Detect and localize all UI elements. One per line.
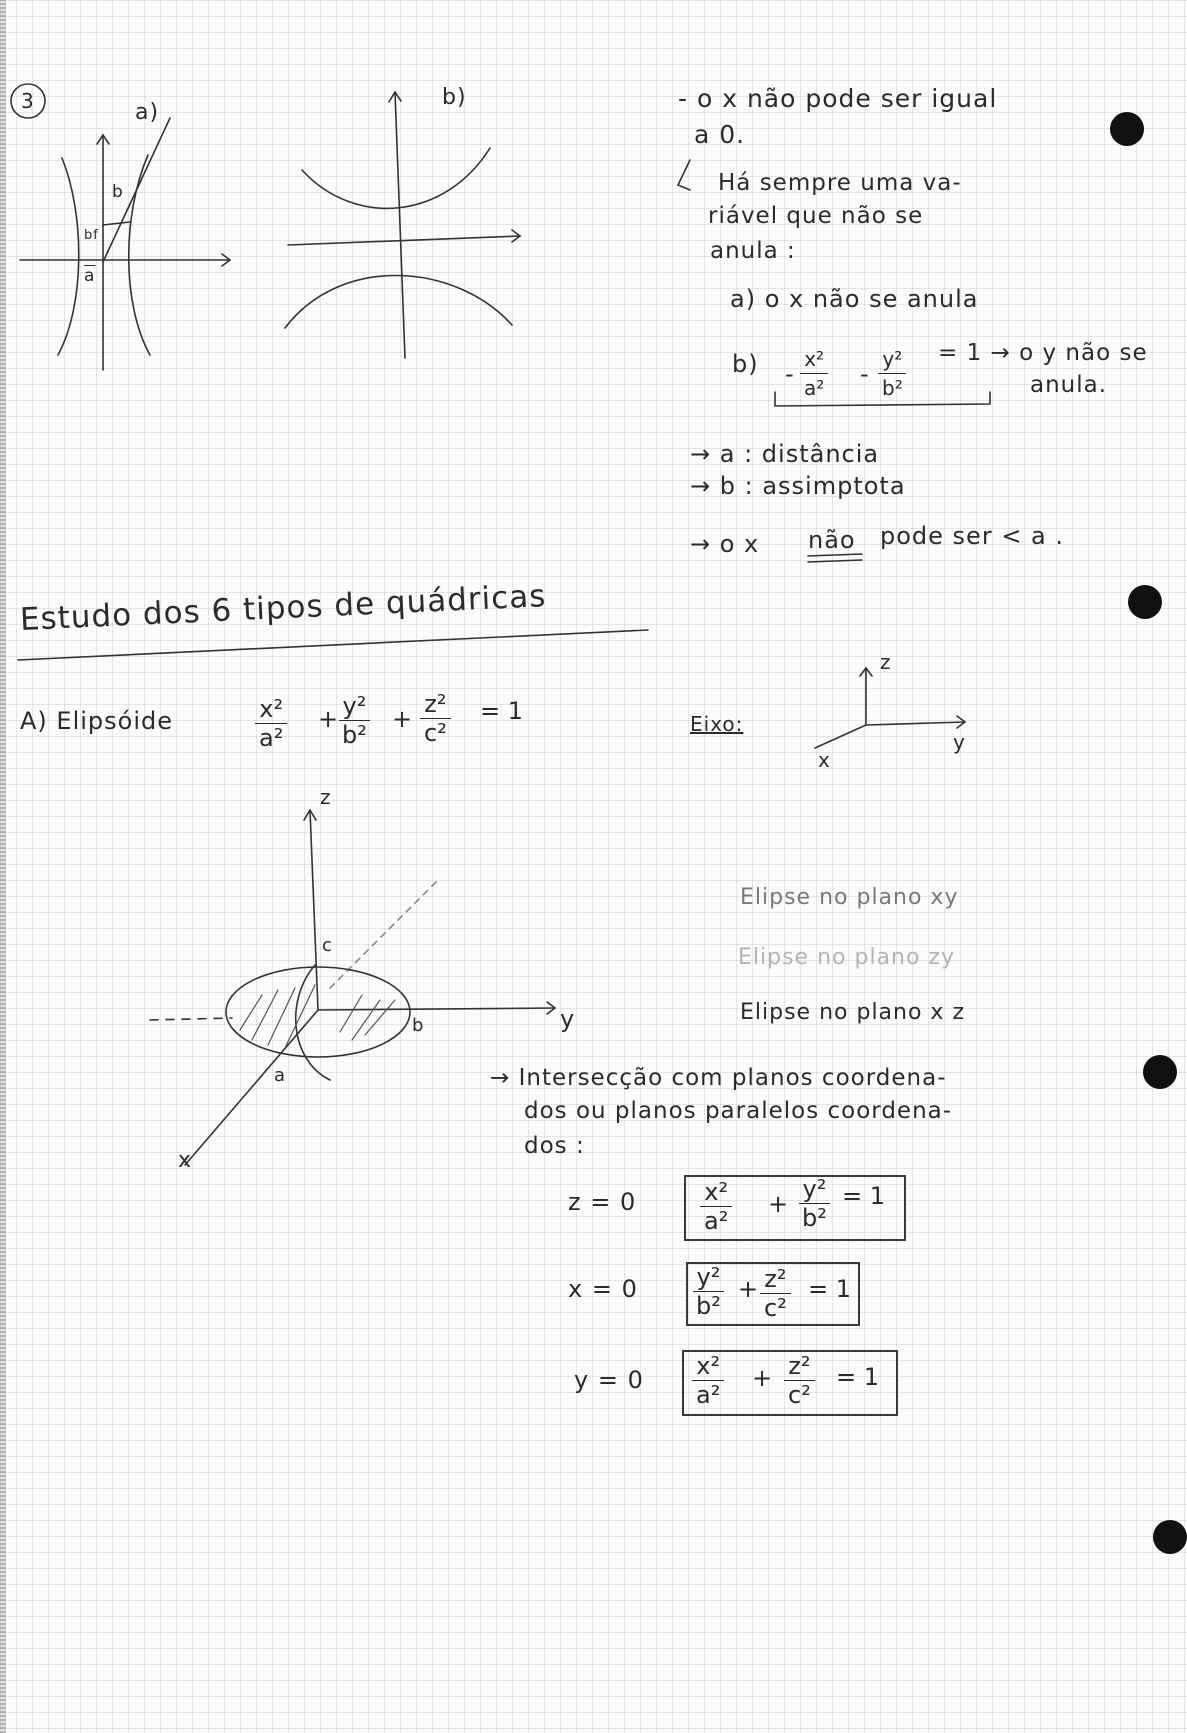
eq-plus-2: + bbox=[392, 705, 413, 733]
arrow-x-note: → o x bbox=[690, 530, 760, 558]
fig-b-label: b bbox=[412, 1015, 425, 1036]
axes-label: Eixo: bbox=[690, 712, 744, 736]
case-x0-plus: + bbox=[738, 1275, 759, 1303]
intersection-line-3: dos : bbox=[524, 1133, 585, 1159]
case-b-x-fraction: $\frac{\text{x²}}{\text{a²}}$ bbox=[800, 345, 828, 402]
case-a: a) o x não se anula bbox=[730, 285, 979, 313]
fig-x-label: x bbox=[178, 1148, 193, 1173]
graph-a-a-label: $\overline{a}$ bbox=[84, 266, 96, 286]
intersection-line-1: → Intersecção com planos coordena- bbox=[490, 1065, 947, 1091]
arrow-x-end: pode ser < a . bbox=[880, 522, 1065, 550]
axes-icon-x-label: x bbox=[818, 748, 831, 772]
case-y0-t1: $\frac{\text{x²}}{\text{a²}}$ bbox=[692, 1352, 724, 1409]
case-y0-plus: + bbox=[752, 1364, 773, 1392]
axes-icon-y bbox=[866, 722, 965, 725]
ellipsoid-xy-section bbox=[226, 967, 410, 1057]
eq-y-fraction: $\frac{\text{y²}}{\text{b²}}$ bbox=[338, 692, 371, 749]
nao-underline-1 bbox=[808, 554, 862, 556]
graph-a-bf-label: bf bbox=[84, 228, 99, 243]
legend-xz: Elipse no plano x z bbox=[740, 1000, 965, 1025]
case-x0-cond: x = 0 bbox=[568, 1275, 638, 1303]
legend-zy: Elipse no plano zy bbox=[738, 945, 955, 970]
graph-b-branch-top bbox=[302, 148, 490, 208]
graph-b-y-axis bbox=[395, 92, 405, 358]
case-x0-eq: = 1 bbox=[808, 1275, 852, 1303]
ellipsoid-diag-dashed bbox=[330, 878, 440, 988]
eq-x-fraction: $\frac{\text{x²}}{\text{a²}}$ bbox=[255, 695, 287, 752]
case-x0-t1: $\frac{\text{y²}}{\text{b²}}$ bbox=[692, 1263, 725, 1320]
case-z0-t1: $\frac{\text{x²}}{\text{a²}}$ bbox=[700, 1178, 732, 1235]
graph-a-branch-left bbox=[58, 158, 79, 355]
case-b-label: b) bbox=[732, 350, 759, 378]
ellipsoid-y-neg bbox=[150, 1018, 232, 1020]
eq-equals: = 1 bbox=[480, 697, 524, 725]
ellipsoid-x-axis bbox=[185, 1010, 318, 1165]
legend-xy: Elipse no plano xy bbox=[740, 885, 959, 910]
heading-underline bbox=[18, 630, 648, 660]
ellipsoid-z-axis bbox=[310, 810, 318, 1010]
graph-a-bf-mark bbox=[103, 222, 130, 225]
graph-b-branch-bottom bbox=[285, 275, 512, 328]
problem-number: 3 bbox=[21, 89, 35, 113]
eq-plus-1: + bbox=[318, 705, 339, 733]
axes-icon-x bbox=[815, 725, 866, 748]
fig-c-label: c bbox=[322, 935, 333, 956]
case-y0-cond: y = 0 bbox=[574, 1366, 644, 1394]
case-z0-t2: $\frac{\text{y²}}{\text{b²}}$ bbox=[798, 1175, 831, 1232]
case-b-mid: - bbox=[860, 360, 869, 388]
note-line-1: - o x não pode ser igual bbox=[678, 84, 998, 113]
graph-a-b-label: b bbox=[112, 182, 124, 202]
arrow-b-note: → b : assimptota bbox=[690, 472, 906, 500]
intersection-line-2: dos ou planos paralelos coordena- bbox=[524, 1098, 953, 1124]
fig-a-label: a bbox=[274, 1065, 287, 1086]
case-b-minus: - bbox=[785, 360, 794, 388]
axes-icon-z-label: z bbox=[880, 650, 892, 674]
note2-line-1: Há sempre uma va- bbox=[718, 170, 962, 196]
case-y0-eq: = 1 bbox=[836, 1363, 880, 1391]
arrow-a-note: → a : distância bbox=[690, 440, 880, 468]
note2-line-3: anula : bbox=[710, 238, 796, 264]
axes-icon-y-label: y bbox=[953, 730, 966, 754]
note-line-2: a 0. bbox=[694, 120, 746, 149]
case-b-y-fraction: $\frac{\text{y²}}{\text{b²}}$ bbox=[878, 345, 907, 402]
ellipsoid-label: A) Elipsóide bbox=[20, 707, 173, 735]
case-z0-eq: = 1 bbox=[842, 1182, 886, 1210]
note-arrow bbox=[678, 160, 690, 190]
eq-z-fraction: $\frac{\text{z²}}{\text{c²}}$ bbox=[420, 690, 451, 747]
case-z0-cond: z = 0 bbox=[568, 1188, 637, 1216]
graph-a-label: a) bbox=[135, 100, 160, 125]
ellipsoid-zy-section bbox=[296, 965, 330, 1080]
case-b-rhs: = 1 → o y não se bbox=[938, 340, 1148, 366]
case-b-rhs-2: anula. bbox=[1030, 372, 1108, 398]
case-z0-plus: + bbox=[768, 1190, 789, 1218]
case-y0-t2: $\frac{\text{z²}}{\text{c²}}$ bbox=[784, 1352, 815, 1409]
graph-b-x-axis bbox=[288, 236, 520, 245]
section-heading: Estudo dos 6 tipos de quádricas bbox=[19, 578, 548, 638]
arrow-x-nao: não bbox=[808, 526, 856, 554]
fig-y-label: y bbox=[560, 1005, 576, 1033]
graph-b-label: b) bbox=[442, 85, 467, 110]
note2-line-2: riável que não se bbox=[708, 203, 924, 229]
fig-z-label: z bbox=[320, 785, 332, 809]
nao-underline-2 bbox=[808, 560, 862, 562]
case-x0-t2: $\frac{\text{z²}}{\text{c²}}$ bbox=[760, 1265, 791, 1322]
